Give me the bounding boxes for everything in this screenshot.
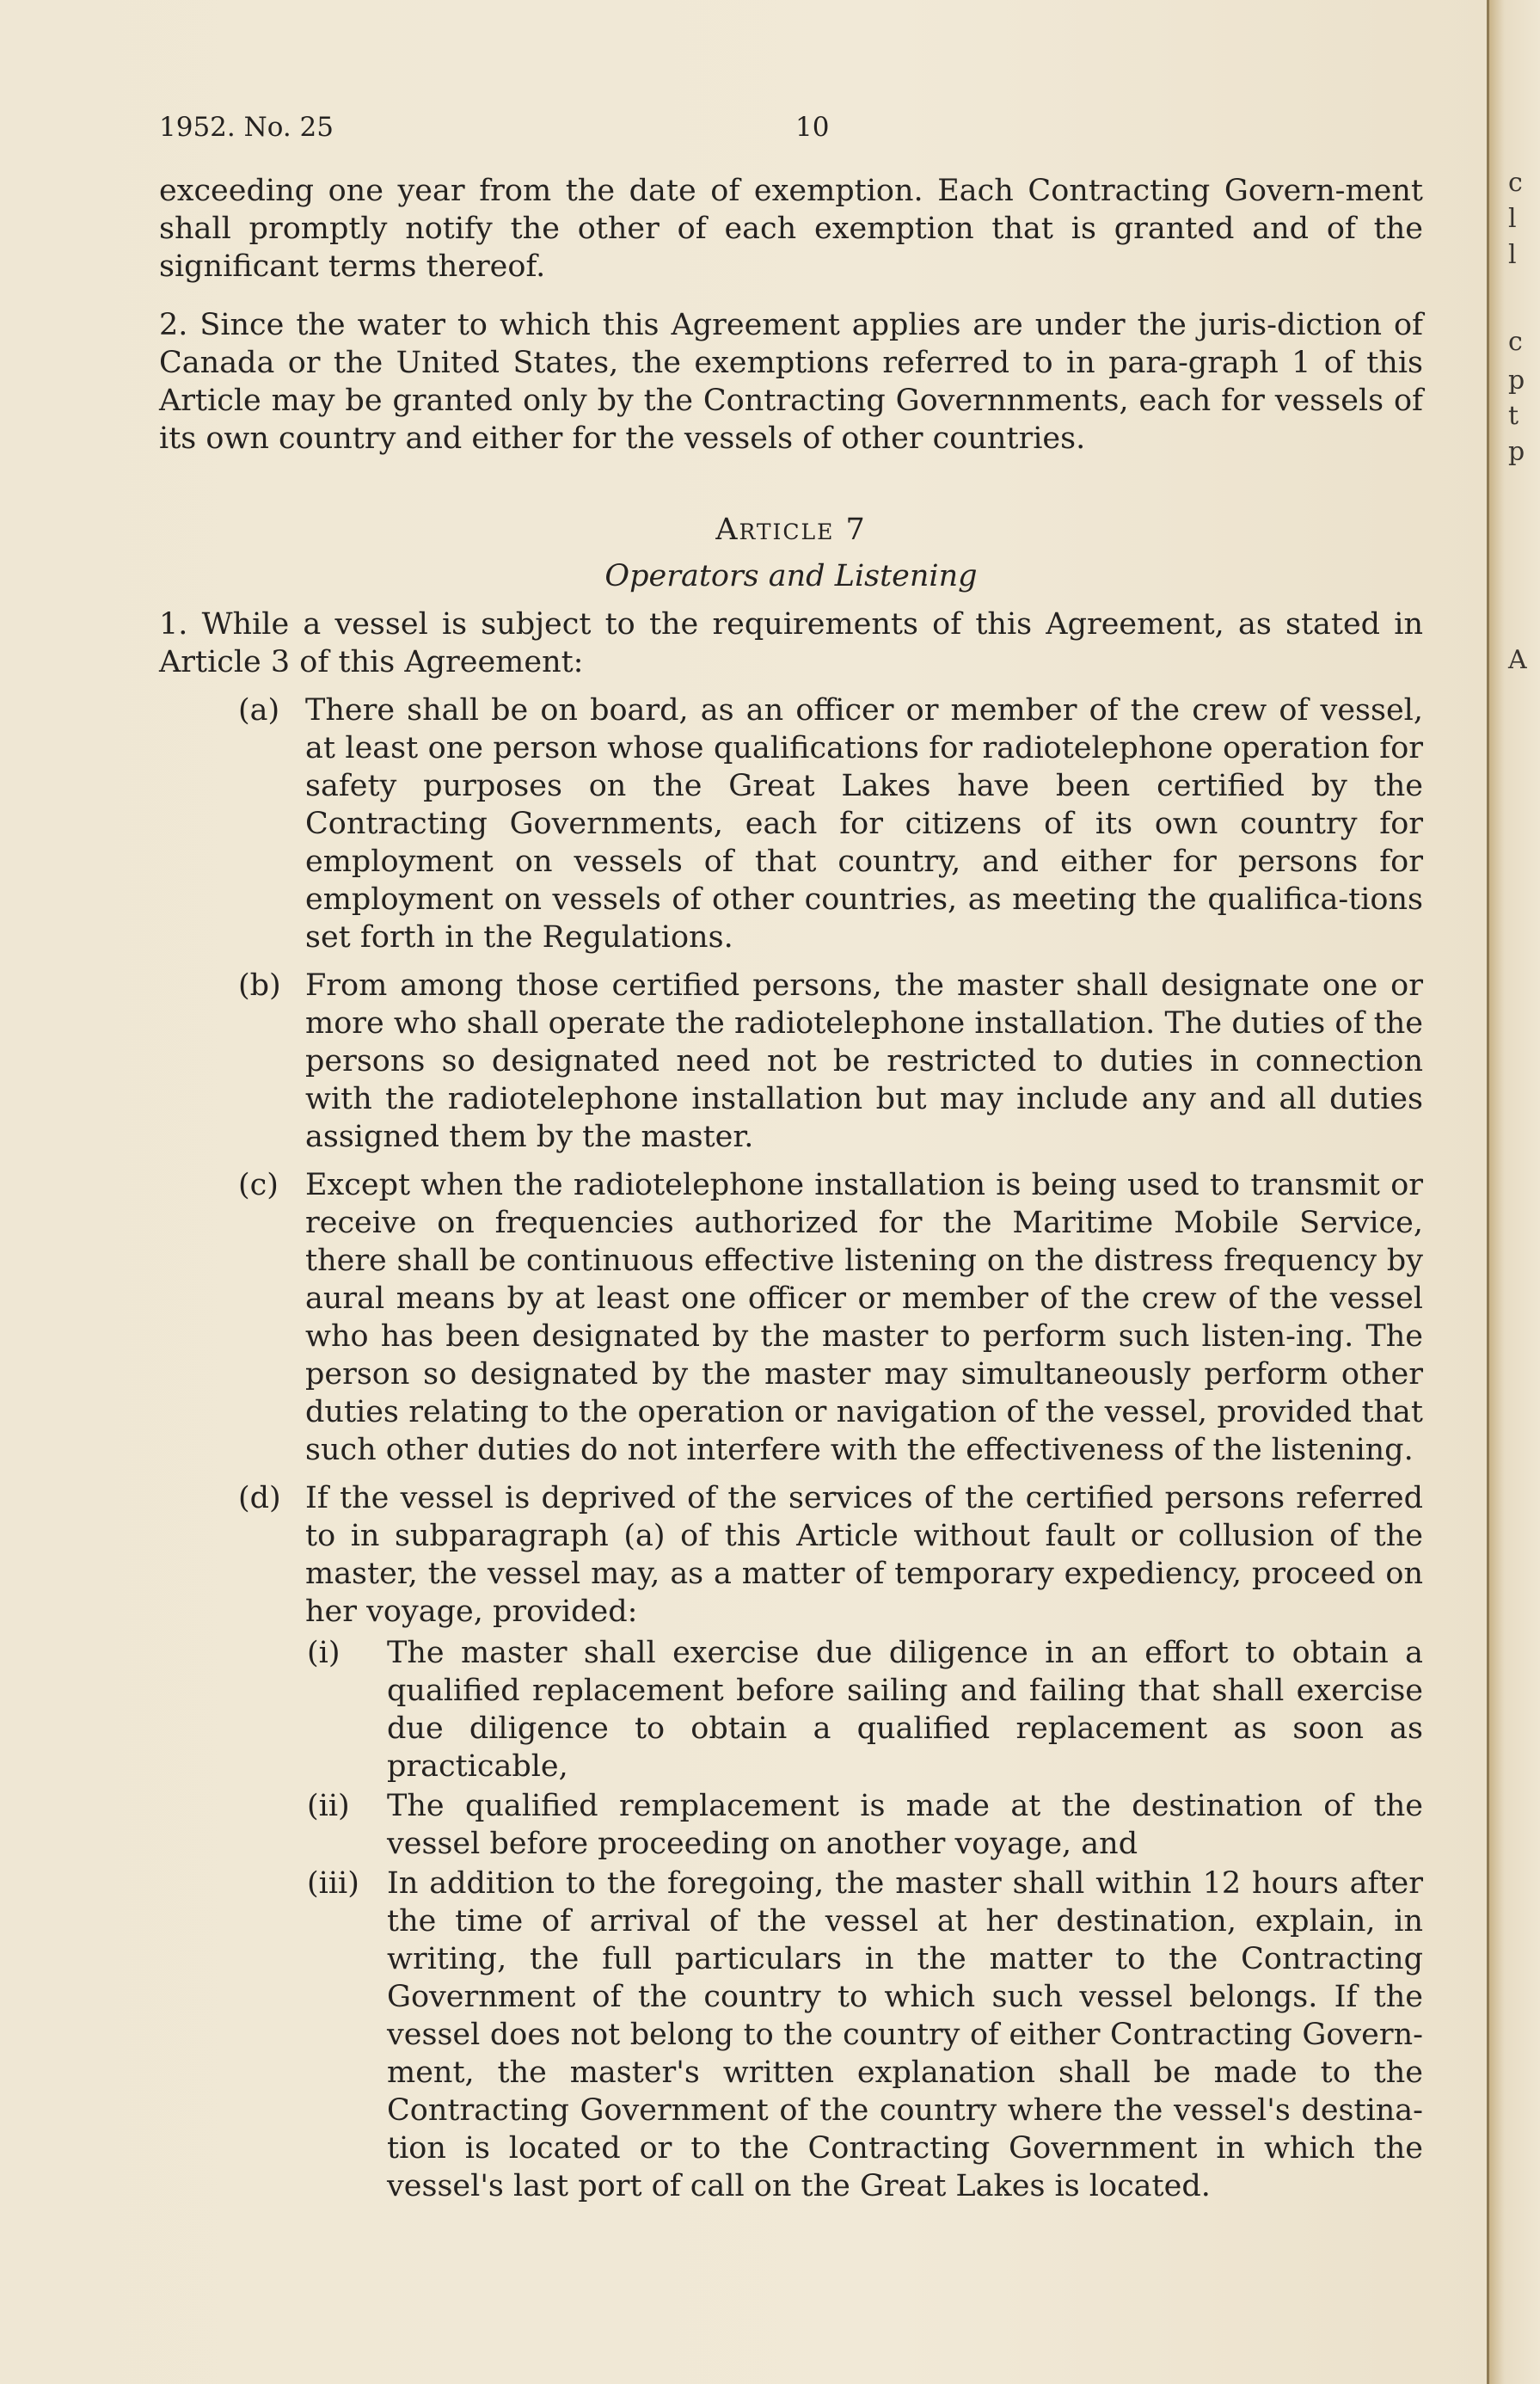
clause-ii (159, 1787, 1423, 1863)
clause-iii (159, 1865, 1423, 2205)
facing-page-letter: t (1508, 401, 1519, 431)
facing-page-letter: p (1508, 366, 1525, 396)
subparagraph-text: If the vessel is deprived of the services of the certified persons referred to in subparagraph (a) of this Article without fault or collusion of the master, the vessel may, as a matter of temporary expediency, proceed on her voyage, provided: (305, 1481, 1423, 1629)
clause-text: The master shall exercise due diligence in an effort to obtain a qualified replacement before sailing and failing that shall exercise due diligence to obtain a qualified replacement as soon as practicable, (387, 1636, 1423, 1784)
clause-label: (iii) (307, 1866, 359, 1901)
subparagraph-label: (b) (238, 968, 281, 1003)
subparagraph-d (159, 1479, 1423, 1631)
article-subtitle: Operators and Listening (604, 559, 978, 593)
facing-page-edge (1487, 0, 1540, 2384)
facing-page-letter: l (1508, 204, 1517, 234)
facing-page-letter: p (1508, 437, 1525, 467)
header-year-number: 1952. No. 25 (159, 112, 334, 143)
subparagraph-a (159, 691, 1423, 956)
page-number: 10 (795, 112, 830, 143)
page-body (159, 172, 1423, 2207)
facing-page-letter: A (1508, 645, 1527, 675)
subparagraph-text: Except when the radiotelephone installation is being used to transmit or receive on frequencies authorized for the Maritime Mobile Service, there shall be continuous effective listening on the distress frequency by aural means by at least one officer or member of the crew of the vessel who has been designated by the master to perform such listen-ing. The person so designated by the master may simultaneously perform other duties relating to the operation or navigation of the vessel, provided that such other duties do not interfere with the effectiveness of the listening. (305, 1168, 1423, 1467)
clause-text: In addition to the foregoing, the master shall within 12 hours after the time of arrival of the vessel at her destination, explain, in writing, the full particulars in the matter to the Contracting Government of the country to which such vessel belongs. If the vessel does not belong to the country of either Contracting Govern-ment, the master's written explanation shall be made to the Contracting Government of the country where the vessel's destina-tion is located or to the Contracting Government in which the vessel's last port of call on the Great Lakes is located. (387, 1866, 1423, 2203)
facing-page-letter: c (1508, 327, 1523, 357)
subparagraph-text: From among those certified persons, the master shall designate one or more who shall operate the radiotelephone installation. The duties of the persons so designated need not be restricted to duties in connection with the radiotelephone installation but may include any and all duties assigned them by the master. (305, 968, 1423, 1154)
clause-text: The qualified remplacement is made at the destination of the vessel before proceeding on another voyage, and (387, 1789, 1423, 1861)
subparagraph-label: (a) (238, 693, 280, 728)
facing-page-letter: c (1508, 168, 1523, 198)
subparagraph-text: There shall be on board, as an officer or member of the crew of vessel, at least one person whose qualifications for radiotelephone operation for safety purposes on the Great Lakes have been certified by the Contracting Governments, each for citizens of its own country for employment on vessels of that country, and either for persons for employment on vessels of other countries, as meeting the qualifica-tions set forth in the Regulations. (305, 693, 1423, 955)
subparagraph-label: (d) (238, 1481, 281, 1515)
subparagraph-b (159, 967, 1423, 1156)
article-title: Article 7 (715, 513, 867, 547)
facing-page-letter: l (1508, 240, 1517, 270)
clause-i (159, 1634, 1423, 1785)
article7-paragraph-1: 1. While a vessel is subject to the requirements of this Agreement, as stated in Article 3 of this Agreement: (159, 607, 1423, 679)
continuation-paragraph: exceeding one year from the date of exemption. Each Contracting Govern-ment shall promptly notify the other of each exemption that is granted and of the significant terms thereof. (159, 174, 1423, 284)
clause-label: (i) (307, 1636, 341, 1670)
page-header (159, 112, 1377, 146)
subparagraph-c (159, 1166, 1423, 1469)
paragraph-2: 2. Since the water to which this Agreement applies are under the juris-diction of Canada or the United States, the exemptions referred to in para-graph 1 of this Article may be granted only by the Contracting Governnments, each for vessels of its own country and either for the vessels of other countries. (159, 308, 1423, 456)
clause-label: (ii) (307, 1789, 350, 1823)
subparagraph-label: (c) (238, 1168, 279, 1202)
